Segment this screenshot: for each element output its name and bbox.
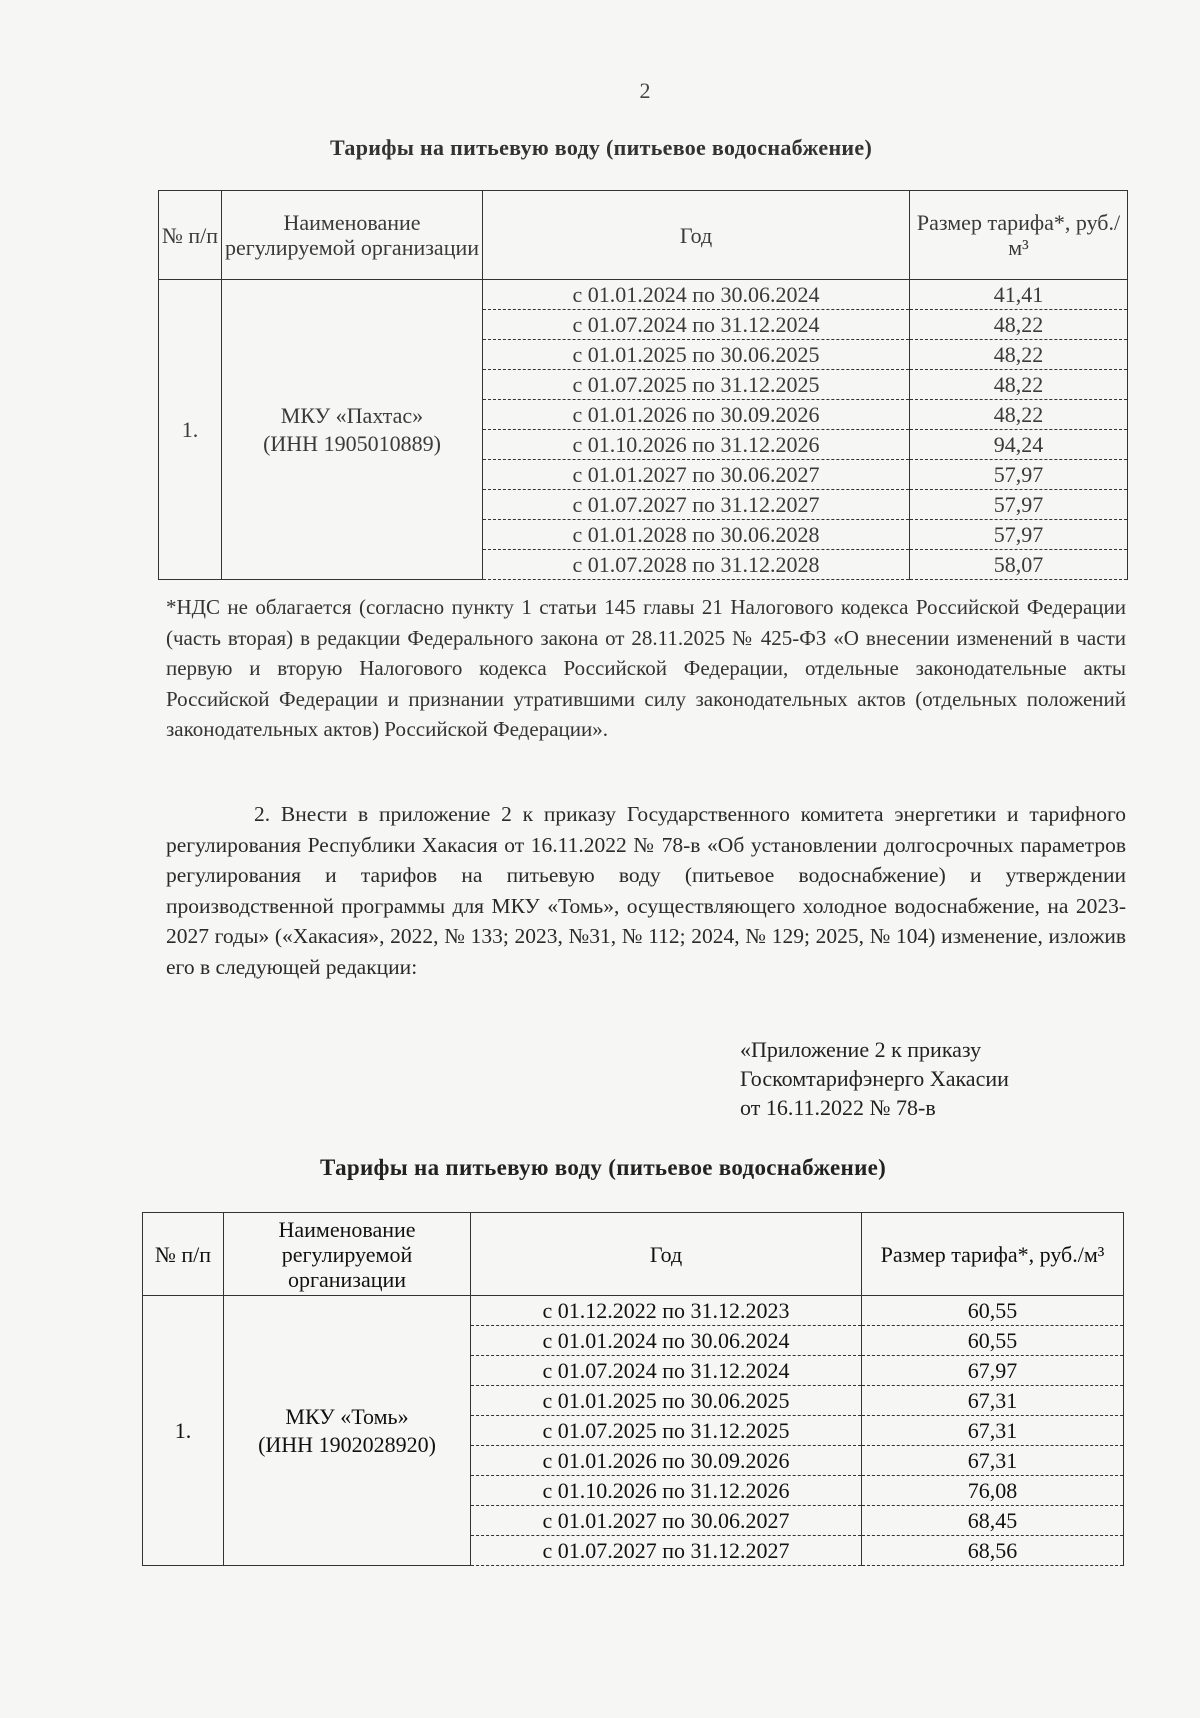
paragraph-2: 2. Внести в приложение 2 к приказу Государственного комитета энергетики и тарифного регулирования Республики Хакасия от 16.11.2022 № 78-в «Об установлении долгосрочных параметров регулирования и тарифов на питьевую воду (питьевое водоснабжение) и утверждении производственной программы для МКУ «Томь», осуществляющего холодное водоснабжение, на 2023-2027 годы» («Хакасия», 2022, № 133; 2023, №31, № 112; 2024, № 129; 2025, № 104) изменение, изложив его в следующей редакции:	[166, 802, 1126, 979]
tariff-cell: 67,97	[862, 1356, 1124, 1386]
header-org: Наименование регулируемой организации	[222, 191, 483, 280]
row-number: 1.	[159, 280, 222, 580]
period-cell: с 01.01.2025 по 30.06.2025	[471, 1386, 862, 1416]
tariff-cell: 57,97	[910, 460, 1128, 490]
row-number: 1.	[143, 1296, 224, 1566]
period-cell: с 01.01.2025 по 30.06.2025	[483, 340, 910, 370]
period-cell: с 01.12.2022 по 31.12.2023	[471, 1296, 862, 1326]
tariff-cell: 58,07	[910, 550, 1128, 580]
tariff-cell: 94,24	[910, 430, 1128, 460]
period-cell: с 01.07.2027 по 31.12.2027	[471, 1536, 862, 1566]
tariff-cell: 67,31	[862, 1446, 1124, 1476]
tariff-cell: 48,22	[910, 400, 1128, 430]
period-cell: с 01.10.2026 по 31.12.2026	[471, 1476, 862, 1506]
table2-body	[143, 1296, 1124, 1566]
tariff-cell: 48,22	[910, 310, 1128, 340]
period-cell: с 01.01.2024 по 30.06.2024	[471, 1326, 862, 1356]
tariff-table-pakhtas	[158, 190, 1128, 580]
table-row	[159, 280, 1128, 310]
tariff-cell: 68,56	[862, 1536, 1124, 1566]
tariff-cell: 48,22	[910, 370, 1128, 400]
tariff-cell: 68,45	[862, 1506, 1124, 1536]
table-header-row	[143, 1213, 1124, 1296]
tariff-cell: 57,97	[910, 520, 1128, 550]
tariff-cell: 60,55	[862, 1326, 1124, 1356]
tariff-cell: 60,55	[862, 1296, 1124, 1326]
period-cell: с 01.07.2024 по 31.12.2024	[483, 310, 910, 340]
period-cell: с 01.01.2024 по 30.06.2024	[483, 280, 910, 310]
tariff-table-tom	[142, 1212, 1124, 1566]
header-tariff: Размер тарифа*, руб./м³	[910, 191, 1128, 280]
tariff-cell: 57,97	[910, 490, 1128, 520]
tariff-cell: 67,31	[862, 1416, 1124, 1446]
tariff-cell: 48,22	[910, 340, 1128, 370]
annex-line-2: Госкомтарифэнерго Хакасии	[740, 1066, 1009, 1091]
period-cell: с 01.01.2028 по 30.06.2028	[483, 520, 910, 550]
table2-title: Тарифы на питьевую воду (питьевое водоснабжение)	[320, 1155, 887, 1180]
vat-footnote: *НДС не облагается (согласно пункту 1 статьи 145 главы 21 Налогового кодекса Российской Федерации (часть вторая) в редакции Федерального закона от 28.11.2025 № 425-ФЗ «О внесении изменений в части первую и вторую Налогового кодекса Российской Федерации, отдельные законодательные акты Российской Федерации и признании утратившими силу законодательных актов (отдельных положений законодательных актов) Российской Федерации».	[166, 595, 1126, 741]
header-tariff: Размер тарифа*, руб./м³	[862, 1213, 1124, 1296]
period-cell: с 01.07.2027 по 31.12.2027	[483, 490, 910, 520]
header-num: № п/п	[159, 191, 222, 280]
organization-inn: (ИНН 1902028920)	[258, 1431, 436, 1457]
organization-name: МКУ «Пахтас»	[280, 402, 424, 428]
organization-cell	[222, 280, 483, 580]
page-number: 2	[639, 78, 651, 103]
period-cell: с 01.07.2024 по 31.12.2024	[471, 1356, 862, 1386]
header-year: Год	[471, 1213, 862, 1296]
period-cell: с 01.01.2027 по 30.06.2027	[471, 1506, 862, 1536]
organization-name: МКУ «Томь»	[285, 1403, 409, 1429]
organization-cell	[224, 1296, 471, 1566]
period-cell: с 01.01.2026 по 30.09.2026	[471, 1446, 862, 1476]
tariff-cell: 41,41	[910, 280, 1128, 310]
period-cell: с 01.07.2025 по 31.12.2025	[483, 370, 910, 400]
table-row	[143, 1296, 1124, 1326]
period-cell: с 01.10.2026 по 31.12.2026	[483, 430, 910, 460]
period-cell: с 01.01.2026 по 30.09.2026	[483, 400, 910, 430]
table1-body	[159, 280, 1128, 580]
header-year: Год	[483, 191, 910, 280]
header-num: № п/п	[143, 1213, 224, 1296]
table-header-row	[159, 191, 1128, 280]
annex-reference	[740, 1035, 1009, 1122]
header-org: Наименование регулируемой организации	[224, 1213, 471, 1296]
period-cell: с 01.07.2028 по 31.12.2028	[483, 550, 910, 580]
organization-inn: (ИНН 1905010889)	[263, 430, 441, 456]
table1-title: Тарифы на питьевую воду (питьевое водоснабжение)	[330, 135, 873, 160]
annex-line-1: «Приложение 2 к приказу	[740, 1037, 982, 1062]
period-cell: с 01.01.2027 по 30.06.2027	[483, 460, 910, 490]
period-cell: с 01.07.2025 по 31.12.2025	[471, 1416, 862, 1446]
annex-line-3: от 16.11.2022 № 78-в	[740, 1095, 936, 1120]
tariff-cell: 67,31	[862, 1386, 1124, 1416]
tariff-cell: 76,08	[862, 1476, 1124, 1506]
